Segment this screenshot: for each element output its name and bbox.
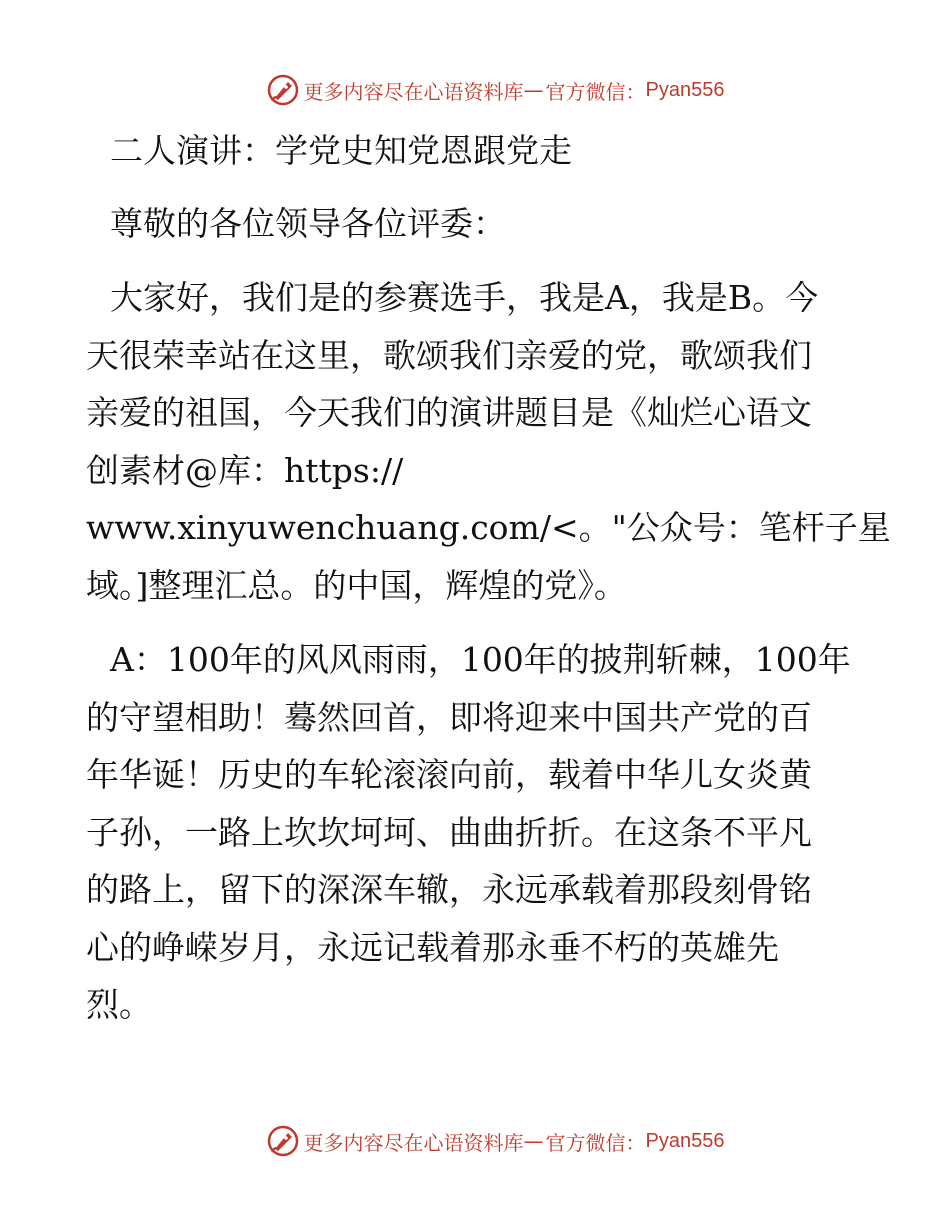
pen-nib-logo-icon [266,1124,300,1158]
paragraph-2-line: A：100年的风风雨雨，100年的披荆斩棘，100年 [110,640,851,679]
banner-wechat-id: Pyan556 [645,78,725,101]
banner-wechat-label: 官方微信： [545,1130,646,1155]
banner-content [266,1124,725,1158]
paragraph-2-line: 心的峥嵘岁月，永远记载着那永垂不朽的英雄先 [86,927,779,967]
pen-nib-logo-icon [266,73,300,107]
page-title: 二人演讲：学党史知党恩跟党走 [110,131,572,170]
document-body [86,122,891,1034]
greeting: 尊敬的各位领导各位评委： [110,203,506,243]
paragraph-1-line: 天很荣幸站在这里，歌颂我们亲爱的党，歌颂我们 [86,335,812,375]
paragraph-1 [86,269,891,614]
paragraph-2-line: 子孙，一路上坎坎坷坷、曲曲折折。在这条不平凡 [86,812,812,852]
banner-content [266,73,725,107]
paragraph-2-line: 年华诞！历史的车轮滚滚向前，载着中华儿女炎黄 [86,755,812,794]
banner-wechat-label: 官方微信： [545,79,646,104]
banner-red-text: 更多内容尽在心语资料库 [303,79,524,104]
paragraph-2-line: 的守望相助！蓦然回首，即将迎来中国共产党的百 [86,697,812,737]
paragraph-1-line: 亲爱的祖国，今天我们的演讲题目是《灿烂心语文 [86,393,812,432]
paragraph-1-line: 创素材@库：https:// [86,450,404,490]
header-watermark-banner [0,70,950,110]
paragraph-2-line: 烈。 [86,985,152,1024]
banner-dash: — [523,1129,544,1153]
banner-red-text: 更多内容尽在心语资料库 [303,1130,524,1155]
paragraph-2 [86,631,858,1034]
paragraph-1-line: 域。]整理汇总。的中国，辉煌的党》。 [86,565,627,605]
paragraph-2-line: 的路上，留下的深深车辙，永远承载着那段刻骨铭 [86,870,812,909]
banner-wechat-id: Pyan556 [645,1129,725,1152]
paragraph-1-line: 大家好，我们是的参赛选手，我是A，我是B。今 [110,278,819,317]
paragraph-1-line: www.xinyuwenchuang.com/<。"公众号：笔杆子星 [86,508,891,547]
footer-watermark-banner [0,1121,950,1161]
banner-dash: — [523,78,544,102]
